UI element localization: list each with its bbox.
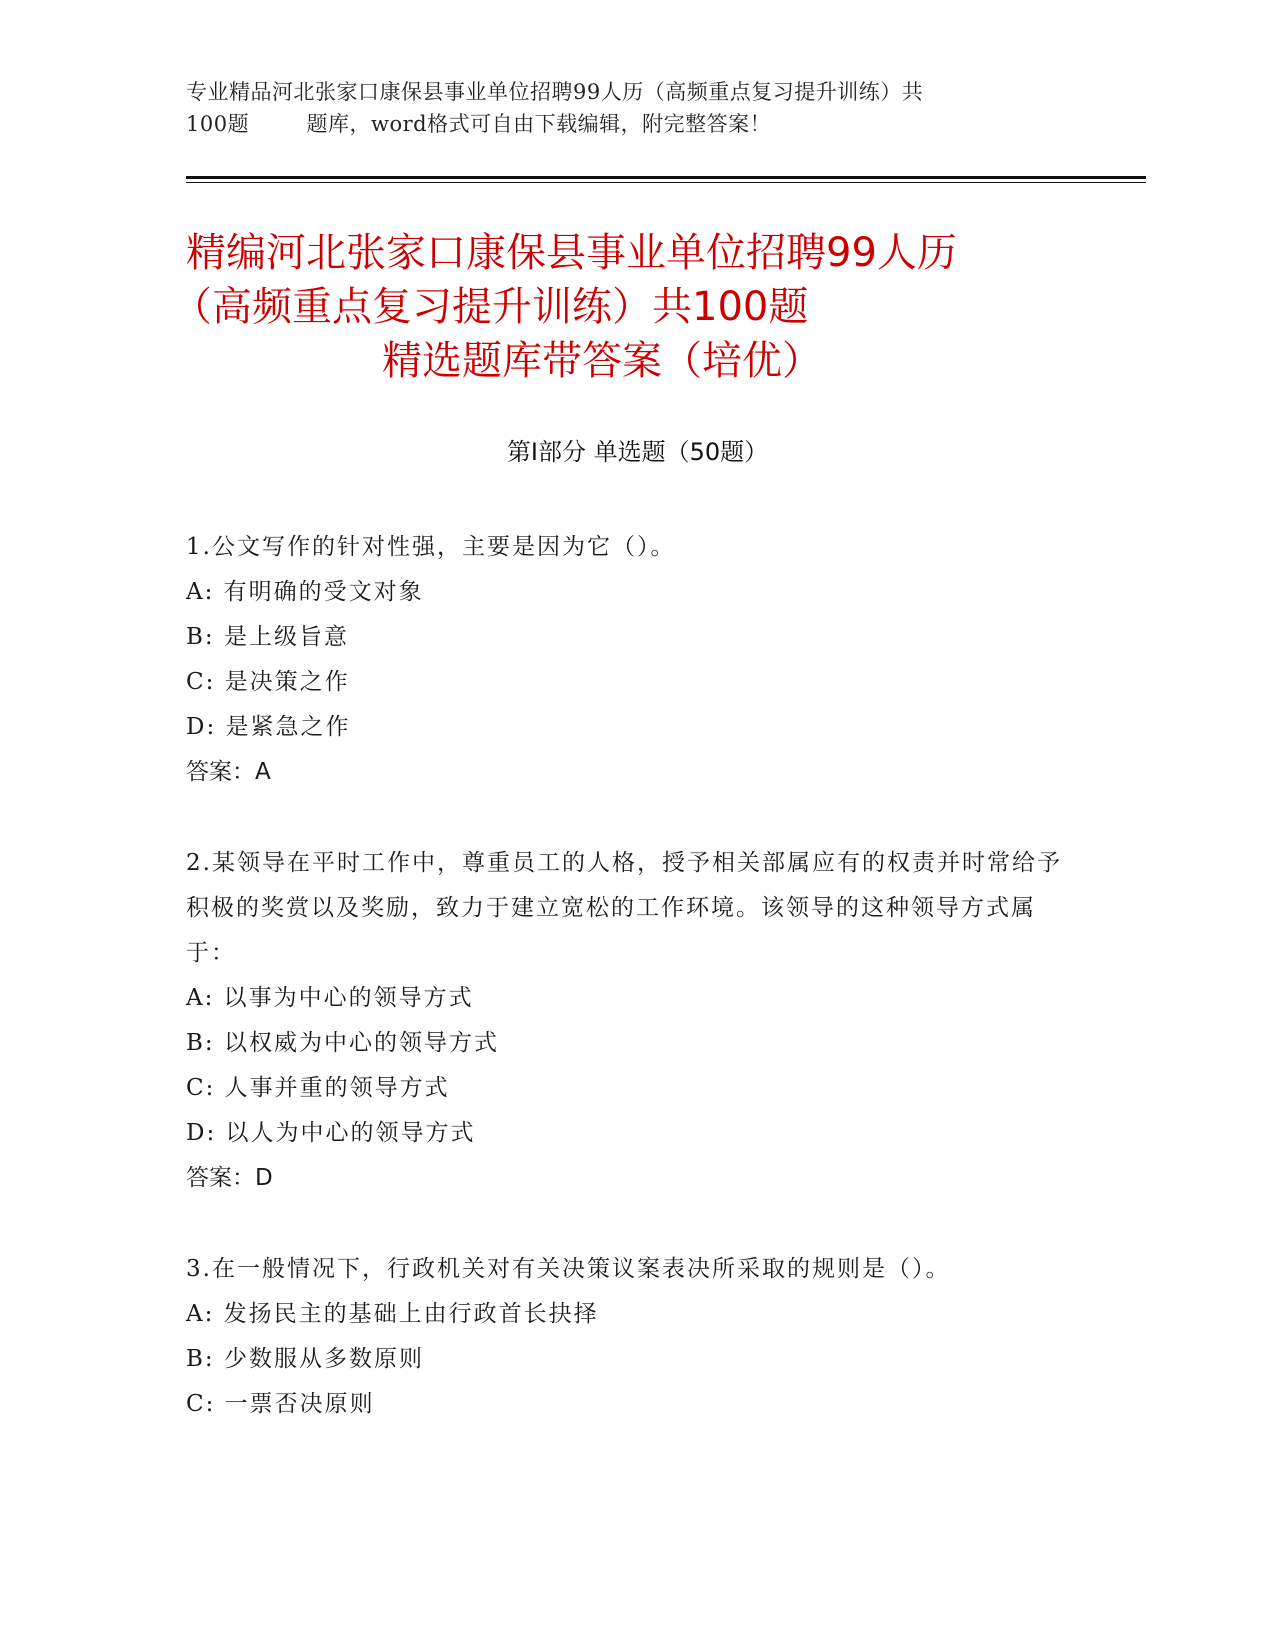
option-b: B: 少数服从多数原则 xyxy=(186,1346,424,1372)
question-3 xyxy=(186,1247,1066,1427)
option-a: A: 以事为中心的领导方式 xyxy=(186,985,474,1011)
question-stem: 3.在一般情况下，行政机关对有关决策议案表决所采取的规则是（）。 xyxy=(186,1256,951,1282)
option-c: C: 一票否决原则 xyxy=(186,1391,375,1417)
option-a: A: 发扬民主的基础上由行政首长抉择 xyxy=(186,1301,599,1327)
header-note-line-1: 专业精品河北张家口康保县事业单位招聘99人历（高频重点复习提升训练）共 xyxy=(186,80,924,104)
option-a: A: 有明确的受文对象 xyxy=(186,579,424,605)
answer-text: 答案：A xyxy=(186,759,271,785)
header-divider-thick xyxy=(186,176,1146,179)
title-line-3: 精选题库带答案（培优） xyxy=(382,338,822,384)
option-c: C: 人事并重的领导方式 xyxy=(186,1075,450,1101)
option-d: D: 以人为中心的领导方式 xyxy=(186,1120,476,1146)
option-b: B: 是上级旨意 xyxy=(186,624,349,650)
option-c: C: 是决策之作 xyxy=(186,669,350,695)
question-1 xyxy=(186,525,1066,795)
question-stem: 1.公文写作的针对性强，主要是因为它（）。 xyxy=(186,534,676,560)
header-note xyxy=(186,76,1066,140)
section-heading: 第Ⅰ部分 单选题（50题） xyxy=(506,438,769,466)
title-line-1: 精编河北张家口康保县事业单位招聘99人历 xyxy=(186,230,957,276)
question-stem: 2.某领导在平时工作中，尊重员工的人格，授予相关部属应有的权责并时常给予积极的奖赏以及奖励，致力于建立宽松的工作环境。该领导的这种领导方式属于： xyxy=(186,850,1062,966)
header-divider-thin xyxy=(186,182,1146,183)
header-note-line-2: 100题 题库，word格式可自由下载编辑，附完整答案！ xyxy=(186,112,772,136)
option-d: D: 是紧急之作 xyxy=(186,714,351,740)
option-b: B: 以权威为中心的领导方式 xyxy=(186,1030,499,1056)
document-title xyxy=(172,226,1086,388)
question-list xyxy=(186,525,1066,1473)
answer-text: 答案：D xyxy=(186,1165,273,1191)
title-line-2: （高频重点复习提升训练）共100题 xyxy=(172,284,809,330)
question-2 xyxy=(186,841,1066,1201)
